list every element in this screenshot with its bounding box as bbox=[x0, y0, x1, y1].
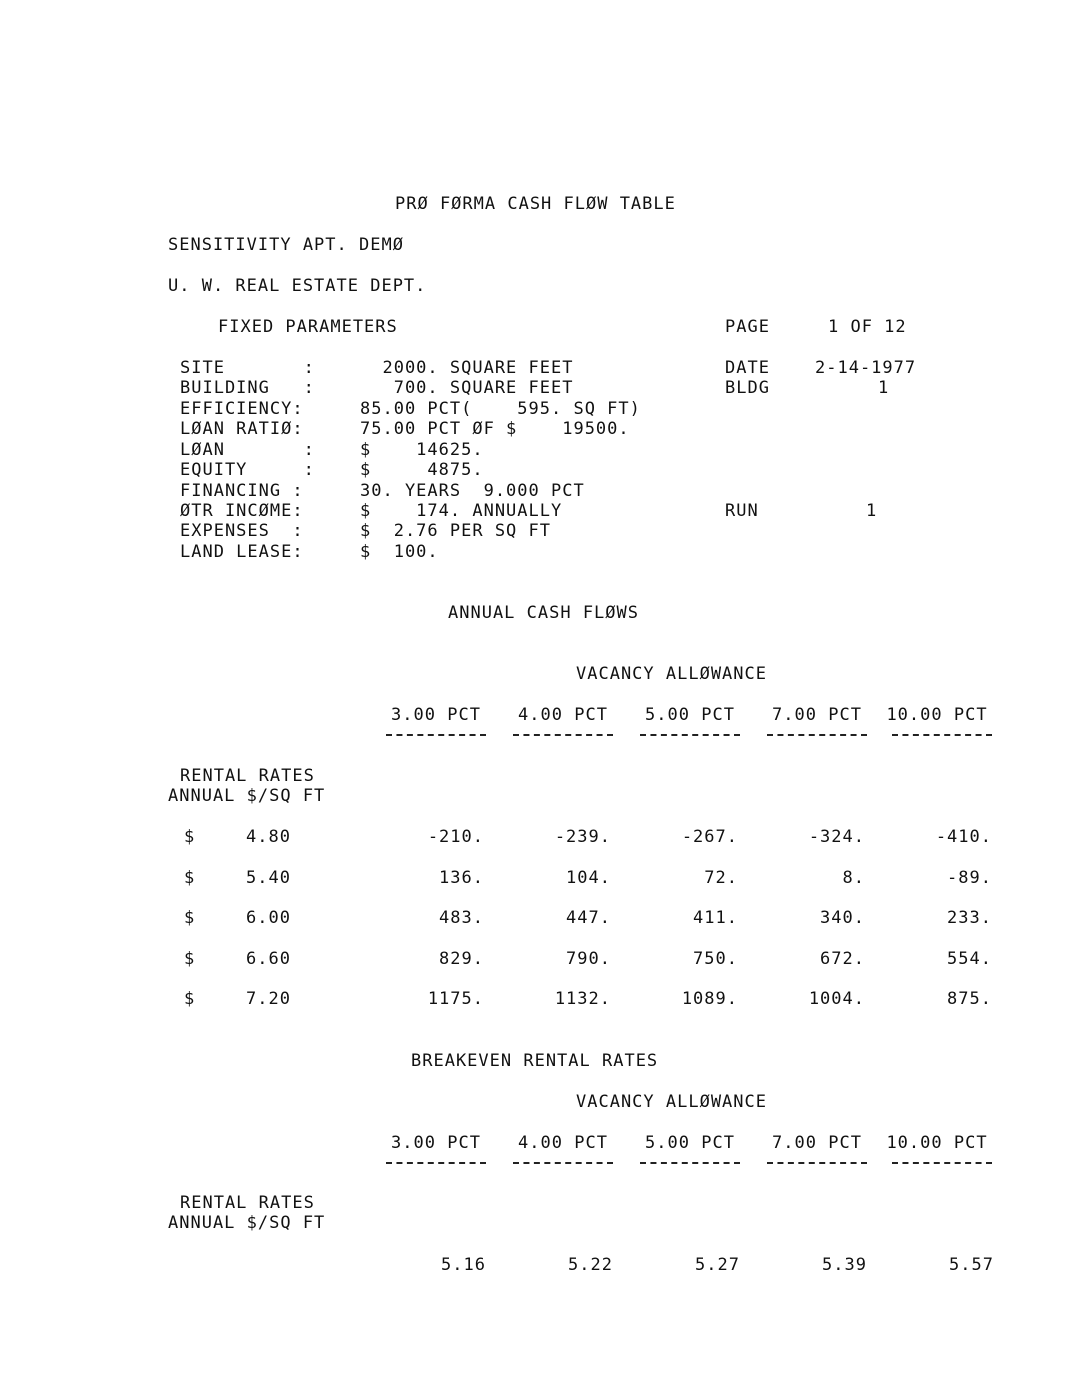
param-value: $ 2.76 PER SQ FT bbox=[360, 521, 551, 541]
annual-cash-flows-heading: ANNUAL CASH FLØWS bbox=[448, 603, 639, 623]
column-underline bbox=[640, 734, 740, 736]
page-label: PAGE bbox=[725, 317, 770, 337]
param-label: BUILDING : bbox=[180, 378, 315, 398]
cash-flow-cell: 411. bbox=[693, 908, 738, 928]
breakeven-heading: BREAKEVEN RENTAL RATES bbox=[411, 1051, 659, 1071]
column-underline bbox=[767, 1162, 867, 1164]
param-label: EQUITY : bbox=[180, 460, 315, 480]
rental-rate: 4.80 bbox=[246, 827, 291, 847]
param-value: 30. YEARS 9.000 PCT bbox=[360, 481, 585, 501]
column-underline bbox=[386, 1162, 486, 1164]
vacancy-column-header: 4.00 PCT bbox=[518, 705, 608, 725]
vacancy-column-header: 10.00 PCT bbox=[886, 705, 988, 725]
organization-name: U. W. REAL ESTATE DEPT. bbox=[168, 276, 427, 296]
rental-rate: 5.40 bbox=[246, 868, 291, 888]
cash-flow-cell: 72. bbox=[704, 868, 738, 888]
bldg-value: 1 bbox=[878, 378, 890, 398]
document-title: PRØ FØRMA CASH FLØW TABLE bbox=[395, 194, 676, 214]
column-underline bbox=[640, 1162, 740, 1164]
vacancy-column-header: 10.00 PCT bbox=[886, 1133, 988, 1153]
breakeven-cell: 5.22 bbox=[568, 1255, 613, 1275]
cash-flow-cell: 1175. bbox=[427, 989, 484, 1009]
param-value: 85.00 PCT( 595. SQ FT) bbox=[360, 399, 641, 419]
param-label: SITE : bbox=[180, 358, 315, 378]
cash-flow-cell: -410. bbox=[935, 827, 992, 847]
param-value: $ 4875. bbox=[360, 460, 484, 480]
param-label: ØTR INCØME: bbox=[180, 501, 304, 521]
rental-rate: 6.60 bbox=[246, 949, 291, 969]
date-label: DATE bbox=[725, 358, 770, 378]
rental-rates-label-2: RENTAL RATES bbox=[180, 1193, 315, 1213]
vacancy-column-header: 4.00 PCT bbox=[518, 1133, 608, 1153]
cash-flow-cell: 340. bbox=[820, 908, 865, 928]
rental-units-label: ANNUAL $/SQ FT bbox=[168, 786, 326, 806]
cash-flow-cell: 233. bbox=[947, 908, 992, 928]
cash-flow-cell: 672. bbox=[820, 949, 865, 969]
cash-flow-cell: 750. bbox=[693, 949, 738, 969]
bldg-label: BLDG bbox=[725, 378, 770, 398]
run-label: RUN bbox=[725, 501, 759, 521]
cash-flow-cell: 136. bbox=[439, 868, 484, 888]
vacancy-allowance-heading-2: VACANCY ALLØWANCE bbox=[576, 1092, 767, 1112]
breakeven-cell: 5.57 bbox=[949, 1255, 994, 1275]
param-label: EXPENSES : bbox=[180, 521, 304, 541]
vacancy-column-header: 3.00 PCT bbox=[391, 705, 481, 725]
currency-symbol: $ bbox=[184, 949, 196, 969]
cash-flow-cell: 104. bbox=[566, 868, 611, 888]
cash-flow-cell: 447. bbox=[566, 908, 611, 928]
column-underline bbox=[892, 1162, 992, 1164]
cash-flow-cell: 790. bbox=[566, 949, 611, 969]
cash-flow-cell: 8. bbox=[842, 868, 865, 888]
column-underline bbox=[767, 734, 867, 736]
cash-flow-cell: -239. bbox=[554, 827, 611, 847]
vacancy-allowance-heading: VACANCY ALLØWANCE bbox=[576, 664, 767, 684]
breakeven-cell: 5.16 bbox=[441, 1255, 486, 1275]
cash-flow-cell: -324. bbox=[808, 827, 865, 847]
param-value: 2000. SQUARE FEET bbox=[360, 358, 574, 378]
date-value: 2-14-1977 bbox=[815, 358, 917, 378]
column-underline bbox=[386, 734, 486, 736]
cash-flow-cell: -89. bbox=[947, 868, 992, 888]
cash-flow-cell: 1004. bbox=[808, 989, 865, 1009]
param-label: LØAN : bbox=[180, 440, 315, 460]
param-value: $ 174. ANNUALLY bbox=[360, 501, 563, 521]
param-value: $ 100. bbox=[360, 542, 439, 562]
param-label: EFFICIENCY: bbox=[180, 399, 304, 419]
column-underline bbox=[513, 734, 613, 736]
rental-rate: 6.00 bbox=[246, 908, 291, 928]
currency-symbol: $ bbox=[184, 868, 196, 888]
param-value: $ 14625. bbox=[360, 440, 484, 460]
param-label: LØAN RATIØ: bbox=[180, 419, 304, 439]
vacancy-column-header: 5.00 PCT bbox=[645, 1133, 735, 1153]
rental-rate: 7.20 bbox=[246, 989, 291, 1009]
fixed-parameters-heading: FIXED PARAMETERS bbox=[218, 317, 398, 337]
cash-flow-cell: 1089. bbox=[681, 989, 738, 1009]
project-name: SENSITIVITY APT. DEMØ bbox=[168, 235, 404, 255]
column-underline bbox=[513, 1162, 613, 1164]
param-value: 75.00 PCT ØF $ 19500. bbox=[360, 419, 630, 439]
cash-flow-cell: 483. bbox=[439, 908, 484, 928]
currency-symbol: $ bbox=[184, 989, 196, 1009]
rental-units-label-2: ANNUAL $/SQ FT bbox=[168, 1213, 326, 1233]
column-underline bbox=[892, 734, 992, 736]
currency-symbol: $ bbox=[184, 908, 196, 928]
run-value: 1 bbox=[866, 501, 878, 521]
vacancy-column-header: 5.00 PCT bbox=[645, 705, 735, 725]
cash-flow-cell: 1132. bbox=[554, 989, 611, 1009]
param-value: 700. SQUARE FEET bbox=[360, 378, 574, 398]
currency-symbol: $ bbox=[184, 827, 196, 847]
vacancy-column-header: 3.00 PCT bbox=[391, 1133, 481, 1153]
cash-flow-cell: 829. bbox=[439, 949, 484, 969]
rental-rates-label: RENTAL RATES bbox=[180, 766, 315, 786]
vacancy-column-header: 7.00 PCT bbox=[772, 705, 862, 725]
breakeven-cell: 5.39 bbox=[822, 1255, 867, 1275]
param-label: FINANCING : bbox=[180, 481, 304, 501]
cash-flow-cell: 554. bbox=[947, 949, 992, 969]
cash-flow-cell: -267. bbox=[681, 827, 738, 847]
cash-flow-cell: -210. bbox=[427, 827, 484, 847]
page-value: 1 OF 12 bbox=[828, 317, 907, 337]
cash-flow-cell: 875. bbox=[947, 989, 992, 1009]
vacancy-column-header: 7.00 PCT bbox=[772, 1133, 862, 1153]
param-label: LAND LEASE: bbox=[180, 542, 304, 562]
breakeven-cell: 5.27 bbox=[695, 1255, 740, 1275]
